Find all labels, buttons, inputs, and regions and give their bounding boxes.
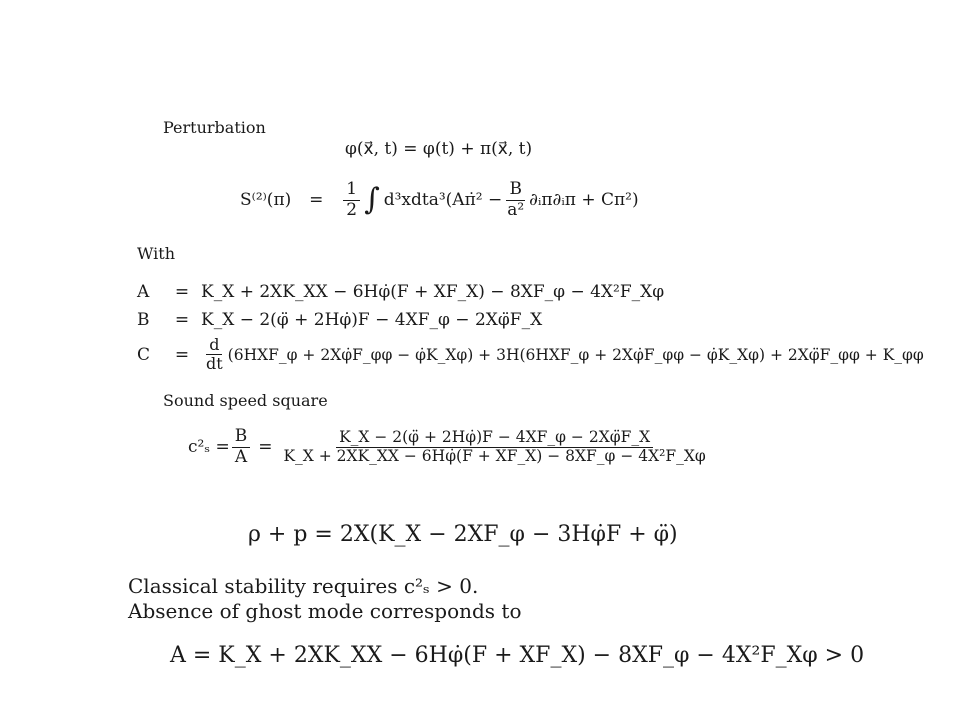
perturbation-equation: φ(x⃗, t) = φ(t) + π(x⃗, t) [345, 139, 533, 159]
b-over-a2-fraction [504, 180, 527, 220]
def-c-equals: = [174, 344, 190, 365]
stability-text: Classical stability requires c²ₛ > 0. [128, 574, 479, 598]
perturbation-label: Perturbation [163, 118, 266, 137]
def-b-lhs: B [137, 310, 150, 330]
def-b-equals: = [174, 310, 190, 330]
action-lhs: S⁽²⁾(π) [240, 190, 292, 211]
with-label: With [137, 244, 176, 263]
def-a-equals: = [174, 282, 190, 302]
def-c-rhs: (6HXF_φ + 2Xφ̇F_φφ − φ̇K_Xφ) + 3H(6HXF_φ + 2Xφ̇F_φφ − φ̇K_Xφ) + 2Xφ̈F_φφ + K_φφ [227, 345, 924, 364]
ba-numerator: B [232, 427, 251, 448]
b-numerator: B [506, 180, 525, 201]
def-a-rhs: K_X + 2XK_XX − 6Hφ̇(F + XF_X) − 8XF_φ − 4X²F_Xφ [201, 282, 665, 302]
half-denominator: 2 [346, 199, 358, 220]
half-fraction [343, 180, 360, 220]
dt-denominator: dt [206, 354, 223, 374]
definition-a [137, 282, 664, 302]
integral-sign: ∫ [364, 182, 380, 218]
definition-b [137, 310, 542, 330]
def-a-lhs: A [137, 282, 150, 302]
half-numerator: 1 [343, 180, 360, 201]
b-over-a-fraction [232, 427, 251, 467]
def-b-rhs: K_X − 2(φ̈ + 2Hφ̇)F − 4XF_φ − 2Xφ̈F_X [201, 310, 543, 330]
ba-denominator: A [234, 446, 248, 467]
action-equals: = [309, 190, 324, 211]
sound-speed-equation [188, 427, 711, 467]
definition-c [137, 336, 924, 374]
cs2-equals: = [258, 437, 273, 458]
action-body-end: ∂ᵢπ∂ᵢπ + Cπ²) [529, 190, 639, 211]
action-body-start: d³xdta³(Aπ̇² − [383, 190, 503, 211]
rho-plus-p-equation: ρ + p = 2X(K_X − 2XF_φ − 3Hφ̇F + φ̈) [248, 522, 678, 547]
ghost-text: Absence of ghost mode corresponds to [128, 599, 522, 623]
cs2-lhs: c²ₛ = [188, 437, 230, 458]
sound-speed-label: Sound speed square [163, 391, 328, 410]
cs2-numerator: K_X − 2(φ̈ + 2Hφ̇)F − 4XF_φ − 2Xφ̈F_X [336, 429, 653, 448]
a2-denominator: a² [507, 199, 525, 220]
cs2-denominator: K_X + 2XK_XX − 6Hφ̇(F + XF_X) − 8XF_φ − 4X²F_Xφ [283, 446, 706, 465]
d-dt-fraction [203, 336, 226, 374]
def-c-lhs: C [137, 344, 151, 365]
d-numerator: d [206, 336, 222, 355]
cs2-big-fraction [280, 429, 708, 466]
action-equation [240, 180, 639, 220]
ghost-condition-equation: A = K_X + 2XK_XX − 6Hφ̇(F + XF_X) − 8XF_φ − 4X²F_Xφ > 0 [170, 643, 865, 668]
